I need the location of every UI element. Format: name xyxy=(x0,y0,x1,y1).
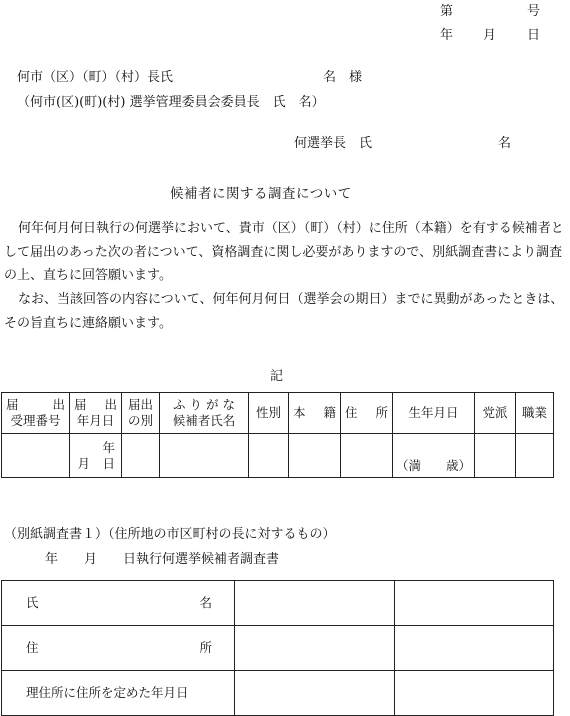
number-dai: 第 xyxy=(440,4,454,19)
row-address-extra xyxy=(395,626,554,671)
addressee-line1: 何市（区）（町）（村）長氏 xyxy=(17,70,174,85)
date-day: 日 xyxy=(527,28,541,43)
date-month: 月 xyxy=(483,28,497,43)
sender-suffix: 名 xyxy=(498,136,512,151)
col-header-honseki: 本 籍 xyxy=(289,393,341,434)
cell-party xyxy=(475,434,516,478)
col-header-type: 届出 の別 xyxy=(122,393,160,434)
cell-type xyxy=(122,434,160,478)
cell-birthdate: （満 歳） xyxy=(393,434,475,478)
body-paragraph-2: なお、当該回答の内容について、何年何月何日（選挙会の期日）までに異動があったときは、その旨直ちに連絡願います。 xyxy=(4,292,564,331)
col-header-name: ふ り が な 候補者氏名 xyxy=(160,393,249,434)
cell-receipt xyxy=(2,434,70,478)
annex-label: （別紙調査書１）（住所地の市区町村の長に対するもの） xyxy=(4,527,336,542)
col-header-date: 届 出 年月日 xyxy=(70,393,122,434)
row-residence-date-label: 理住所に住所を定めた年月日 xyxy=(2,671,235,716)
col-header-sex: 性別 xyxy=(249,393,289,434)
row-residence-date-value xyxy=(235,671,395,716)
cell-honseki xyxy=(289,434,341,478)
document-title: 候補者に関する調査について xyxy=(170,186,352,202)
row-residence-date-extra xyxy=(395,671,554,716)
row-address-label: 住 所 xyxy=(2,626,235,671)
cell-sex xyxy=(249,434,289,478)
col-header-birthdate: 生年月日 xyxy=(393,393,475,434)
col-header-party: 党派 xyxy=(475,393,516,434)
row-address-value xyxy=(235,626,395,671)
row-name-label: 氏 名 xyxy=(2,581,235,626)
date-year: 年 xyxy=(440,28,454,43)
candidate-table xyxy=(1,392,554,478)
col-header-receipt: 届 出 受理番号 xyxy=(2,393,70,434)
row-name-value xyxy=(235,581,395,626)
col-header-address: 住 所 xyxy=(341,393,393,434)
col-header-occupation: 職業 xyxy=(516,393,554,434)
row-name-extra xyxy=(395,581,554,626)
annex-subtitle: 年 月 日執行何選挙候補者調査書 xyxy=(45,552,280,567)
addressee-line2: （何市(区)(町)(村) 選挙管理委員会委員長 氏 名） xyxy=(17,95,325,110)
sender-title: 何選挙長 氏 xyxy=(294,136,373,151)
cell-address xyxy=(341,434,393,478)
cell-occupation xyxy=(516,434,554,478)
body-paragraph-1: 何年何月何日執行の何選挙において、貴市（区）（町）（村）に住所（本籍）を有する候補者として届出のあった次の者について、資格調査に関し必要がありますので、別紙調査書により調査の上、直ちに回答願います。 xyxy=(4,221,564,283)
number-go: 号 xyxy=(527,4,541,19)
cell-name xyxy=(160,434,249,478)
addressee-suffix: 名 様 xyxy=(323,70,363,85)
ki-heading: 記 xyxy=(270,369,284,384)
survey-table xyxy=(1,580,554,716)
cell-date: 年 月 日 xyxy=(70,434,122,478)
